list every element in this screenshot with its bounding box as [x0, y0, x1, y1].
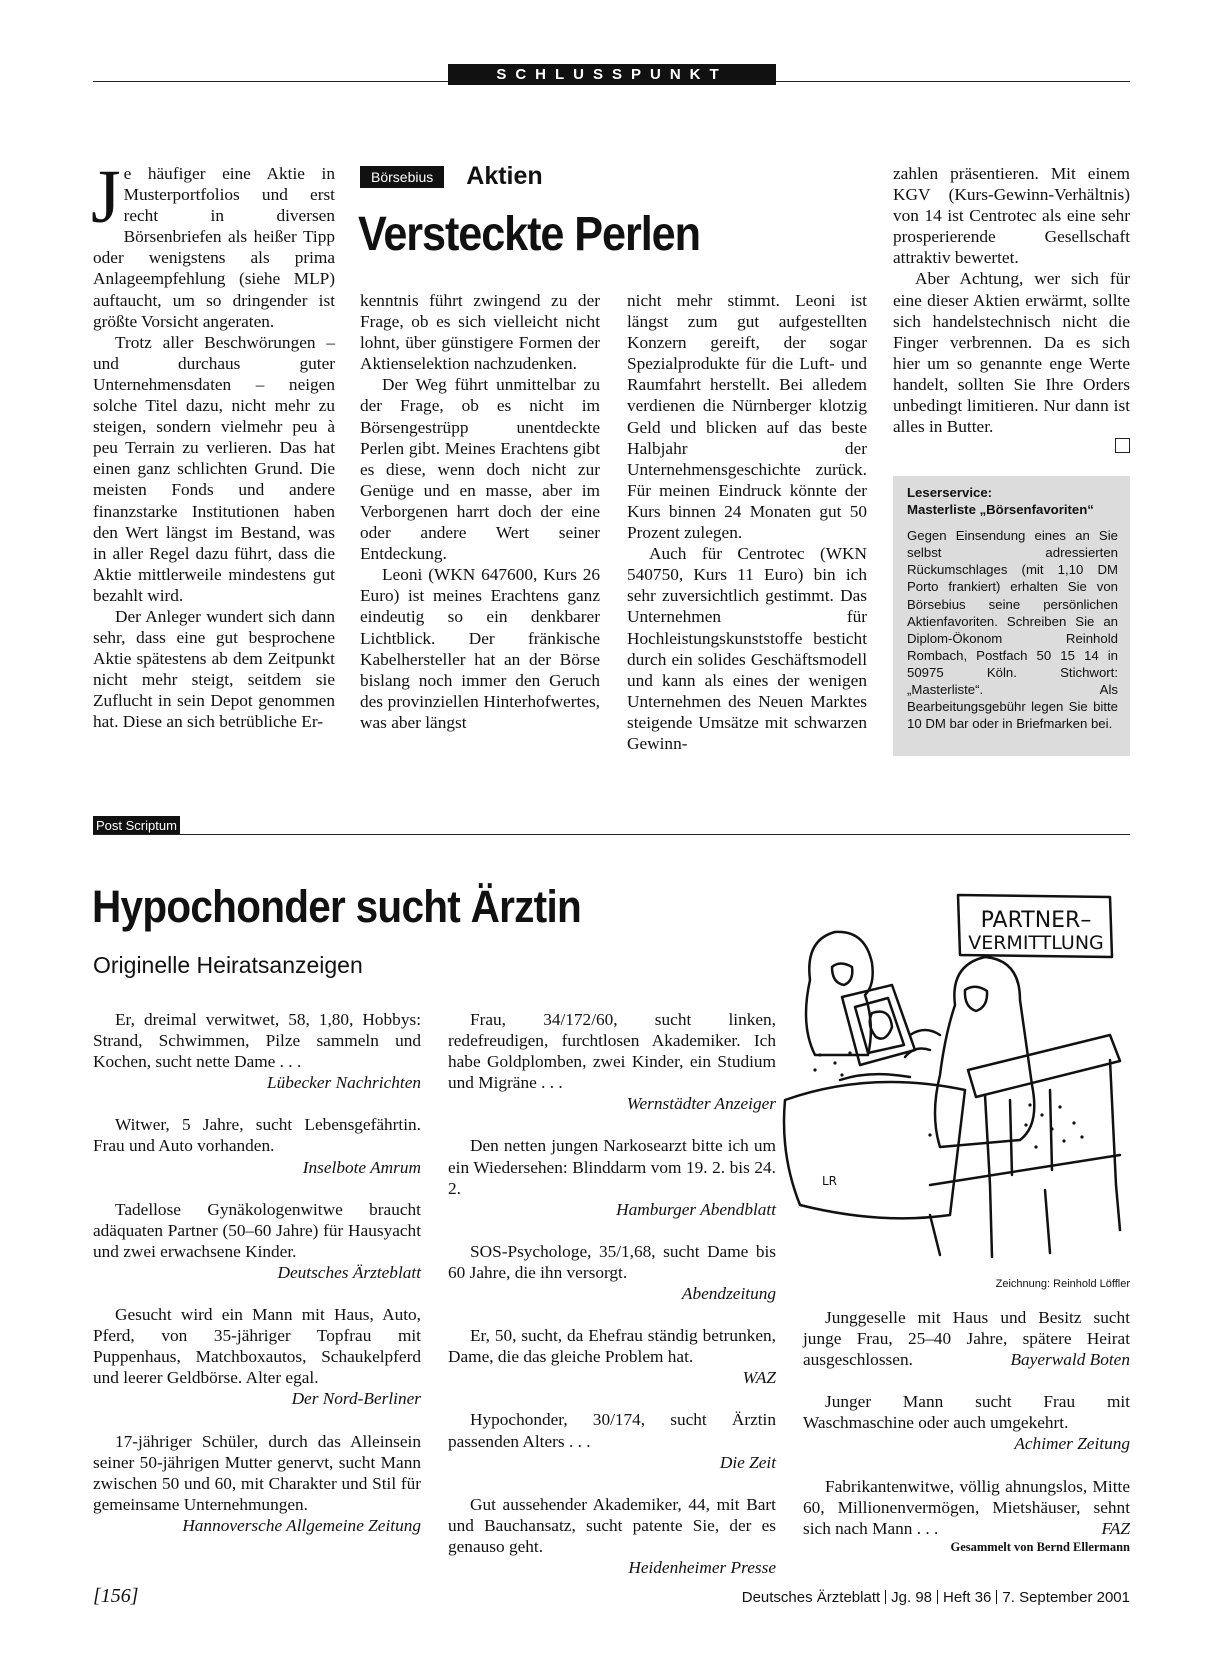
ad-item: [93, 1009, 421, 1093]
footer-separator: [885, 1590, 886, 1604]
article-column-3: [627, 290, 867, 754]
reader-service-box: [893, 476, 1130, 756]
ad-item: [803, 1307, 1130, 1370]
ad-source: Der Nord-Berliner: [291, 1389, 421, 1409]
postscriptum-headline: Hypochonder sucht Ärztin: [92, 881, 581, 932]
footer-volume: Jg. 98: [891, 1589, 933, 1606]
ad-text: Er, dreimal verwitwet, 58, 1,80, Hobbys: Strand, Schwimmen, Pilze sammeln und Kochen, sucht nette Dame . . .: [93, 1010, 421, 1072]
sign-line-1: PARTNER–: [980, 908, 1092, 933]
footer-issue: Heft 36: [943, 1589, 992, 1606]
article-paragraph: Trotz aller Beschwörungen – und durchaus guter Unternehmensdaten – neigen solche Titel dazu, nicht mehr zu steigen, sondern vielmehr peu à peu Terrain zu verlieren. Das hat einen ganz schlichten Grund. Die meisten Fonds und andere finanzstarke Institutionen haben den Wert längst im Bestand, was in aller Regel dazu führt, dass die Aktie mittlerweile mindestens gut bezahlt wird.: [93, 332, 335, 605]
ad-item: [448, 1135, 776, 1219]
ads-column-2: [448, 1009, 776, 1599]
footer-date: 7. September 2001: [1002, 1589, 1130, 1606]
reader-service-subheading: Masterliste „Börsenfavoriten“: [907, 502, 1094, 518]
photo-inner: [855, 998, 904, 1053]
table-edge: [840, 1074, 910, 1080]
right-figure-hands: [905, 1030, 940, 1057]
ad-source: Heidenheimer Presse: [628, 1557, 776, 1577]
photo-frame: [842, 985, 915, 1065]
ad-item: [448, 1241, 776, 1304]
cartoon-illustration: [780, 885, 1130, 1275]
article-paragraph: Der Weg führt unmittelbar zu der Frage, ob es nicht im Börsengestrüpp unentdeckte Perlen gibt. Meines Erachtens gibt es diese, wenn doch nicht zur Genüge und en masse, aber im Verborgenen harrt doch der eine oder andere Wert seiner Entdeckung.: [360, 375, 600, 564]
ad-item: [803, 1476, 1130, 1539]
ad-text: Gut aussehender Akademiker, 44, mit Bart und Bauchansatz, sucht patente Sie, der es genauso geht.: [448, 1494, 776, 1556]
article-kicker: [360, 162, 543, 190]
postscriptum-tag: Post Scriptum: [93, 816, 180, 835]
ad-text: Er, 50, sucht, da Ehefrau ständig betrunken, Dame, die das gleiche Problem hat.: [448, 1326, 776, 1367]
ad-item: [93, 1199, 421, 1283]
ad-source: FAZ: [1101, 1518, 1130, 1538]
article-headline: Versteckte Perlen: [358, 208, 700, 261]
ad-source: Wernstädter Anzeiger: [626, 1094, 776, 1114]
ad-source: Die Zeit: [719, 1452, 776, 1472]
ad-text: Frau, 34/172/60, sucht linken, redefreudigen, furchtlosen Akademiker. Ich habe Goldplomben, zwei Kinder, ein Studium und Migräne . . .: [448, 1010, 776, 1093]
ad-source: Hamburger Abendblatt: [616, 1199, 776, 1219]
table: [784, 1082, 965, 1218]
photo-portrait: [870, 1012, 892, 1039]
footer-separator: [996, 1590, 997, 1604]
article-paragraph: e häufiger eine Aktie in Musterportfolios und erst recht in diversen Börsenbriefen als heißer Tipp oder wenigstens als prima Anlageempfehlung (siehe MLP) auftaucht, um so dringender ist größte Vorsicht angeraten.: [93, 164, 335, 331]
left-figure-face: [832, 964, 852, 986]
chair-backrest: [968, 1035, 1120, 1097]
ad-source: Hannoversche Allgemeine Zeitung: [182, 1515, 421, 1535]
ads-column-3: [803, 1307, 1130, 1560]
section-tag: SCHLUSSPUNKT: [448, 64, 776, 85]
ad-item: [448, 1009, 776, 1114]
illustration-credit: Zeichnung: Reinhold Löffler: [995, 1278, 1130, 1290]
ad-text: Hypochonder, 30/174, sucht Ärztin passenden Alters . . .: [448, 1410, 776, 1451]
ad-source: Bayerwald Boten: [1010, 1350, 1130, 1370]
ad-source: Deutsches Ärzteblatt: [277, 1262, 421, 1282]
collected-by: Gesammelt von Bernd Ellermann: [950, 1540, 1130, 1554]
footer-journal: Deutsches Ärzteblatt: [741, 1589, 881, 1606]
ad-source: WAZ: [742, 1368, 776, 1388]
reader-service-heading: Leserservice:: [907, 485, 993, 500]
ad-item: [93, 1114, 421, 1177]
ads-column-1: [93, 1009, 421, 1557]
article-column-2: [360, 290, 600, 733]
ad-item: [448, 1409, 776, 1472]
kicker-title: Aktien: [466, 162, 543, 190]
column-badge: Börsebius: [360, 166, 444, 188]
article-paragraph: kenntnis führt zwingend zu der Frage, ob es sich vielleicht nicht lohnt, über günstigere Formen der Aktienselektion nachzudenken.: [360, 291, 600, 374]
article-paragraph: nicht mehr stimmt. Leoni ist längst zum gut aufgestellten Konzern gereift, der sogar Spezialprodukte für die Luft- und Raumfahrt herstellt. Bei alledem verdienen die Nürnberger klotzig Geld und blicken auf das beste Halbjahr der Unternehmensgeschichte zurück. Für meinen Eindruck könnte der Kurs binnen 24 Monaten gut 50 Prozent zulegen.: [627, 291, 867, 543]
ad-text: Fabrikantenwitwe, völlig ahnungslos, Mitte 60, Millionenvermögen, Mietshäuser, sehnt sich nach Mann . . .: [803, 1476, 1130, 1538]
ad-source: Lübecker Nachrichten: [266, 1073, 421, 1093]
ad-source: Achimer Zeitung: [1014, 1434, 1130, 1454]
footer-separator: [937, 1590, 938, 1604]
ad-text: Gesucht wird ein Mann mit Haus, Auto, Pferd, von 35-jähriger Topfrau mit Puppenhaus, Matchboxautos, Schaukelpferd und leerer Geldbörse. Alter egal.: [93, 1305, 421, 1388]
section-rule: [93, 834, 1130, 835]
ad-text: Tadellose Gynäkologenwitwe braucht adäquaten Partner (50–60 Jahre) für Hausyacht und zwei erwachsene Kinder.: [93, 1199, 421, 1261]
end-mark-icon: [1115, 438, 1130, 453]
ad-item: [93, 1304, 421, 1409]
article-paragraph: Aber Achtung, wer sich für eine dieser Aktien erwärmt, sollte sich handelstechnisch nicht die Finger verbrennen. Da es sich hier um so genannte enge Werte handelt, sollten Sie Ihre Orders unbedingt limitieren. Nur dann ist alles in Butter.: [893, 269, 1130, 437]
chair-seat: [930, 1155, 1120, 1185]
ad-item: [448, 1494, 776, 1578]
ad-source: Inselbote Amrum: [302, 1157, 421, 1177]
article-paragraph: zahlen präsentieren. Mit einem KGV (Kurs-Gewinn-Verhältnis) von 14 ist Centrotec als eine sehr prosperierende Gesellschaft attraktiv bewertet.: [893, 164, 1130, 268]
ad-item: [803, 1391, 1130, 1454]
ad-text: Junggeselle mit Haus und Besitz sucht junge Frau, 25–40 Jahre, spätere Heirat ausgeschlossen.: [803, 1308, 1130, 1370]
article-column-4: [893, 163, 1130, 437]
sign-line-2: VERMITTLUNG: [968, 932, 1104, 954]
ad-item: [93, 1431, 421, 1536]
ad-text: Witwer, 5 Jahre, sucht Lebensgefährtin. Frau und Auto vorhanden.: [93, 1115, 421, 1156]
cartoon-signature: LR: [822, 1174, 838, 1188]
page-number: [156]: [93, 1585, 139, 1607]
ad-item: [448, 1325, 776, 1388]
article-paragraph: Der Anleger wundert sich dann sehr, dass eine gut besprochene Aktie spätestens ab dem Zeitpunkt nicht mehr steigt, seitdem sie Zuflucht in sein Depot genommen hat. Diese an sich betrübliche Er-: [93, 606, 335, 732]
ad-text: Den netten jungen Narkosearzt bitte ich um ein Wiedersehen: Blinddarm vom 19. 2. bis 24. 2.: [448, 1136, 776, 1198]
drop-cap: J: [91, 155, 121, 239]
article-column-1: [91, 155, 335, 733]
postscriptum-subline: Originelle Heiratsanzeigen: [93, 952, 363, 978]
right-figure-face: [965, 987, 987, 1011]
footer-info: [742, 1589, 1130, 1606]
ad-text: Junger Mann sucht Frau mit Waschmaschine oder auch umgekehrt.: [803, 1392, 1130, 1433]
chair-slats: [1010, 1090, 1052, 1175]
right-figure: [935, 957, 1034, 1147]
ad-source: Abendzeitung: [681, 1284, 776, 1304]
article-paragraph: Auch für Centrotec (WKN 540750, Kurs 11 Euro) bin ich sehr zuversichtlich gestimmt. Das Unternehmen für Hochleistungskunststoffe besticht durch ein solides Geschäftsmodell und kann als eines der wenigen Unternehmen des Neuen Marktes steigende Umsätze mit schwarzen Gewinn-: [627, 544, 867, 753]
ad-text: 17-jähriger Schüler, durch das Alleinsein seiner 50-jährigen Mutter genervt, sucht Mann zwischen 50 und 60, mit Charakter und Stil für gemeinsame Unternehmungen.: [93, 1431, 421, 1514]
ad-text: SOS-Psychologe, 35/1,68, sucht Dame bis 60 Jahre, die ihn versorgt.: [448, 1241, 776, 1282]
article-paragraph: Leoni (WKN 647600, Kurs 26 Euro) ist meines Erachtens ganz eindeutig so ein denkbarer Lichtblick. Der fränkische Kabelhersteller hat an der Börse bislang noch immer den Geruch des provinziellen Hinterhofwertes, was aber längst: [360, 565, 600, 732]
reader-service-body: Gegen Einsendung eines an Sie selbst adressierten Rückumschlages (mit 1,10 DM Porto frankiert) erhalten Sie von Börsebius seine persönlichen Aktienfavoriten. Schreiben Sie an Diplom-Ökonom Reinhold Rombach, Postfach 50 15 14 in 50975 Köln. Stichwort: „Masterliste“. Als Bearbeitungsgebühr legen Sie bitte 10 DM bar oder in Briefmarken bei.: [907, 528, 1118, 732]
